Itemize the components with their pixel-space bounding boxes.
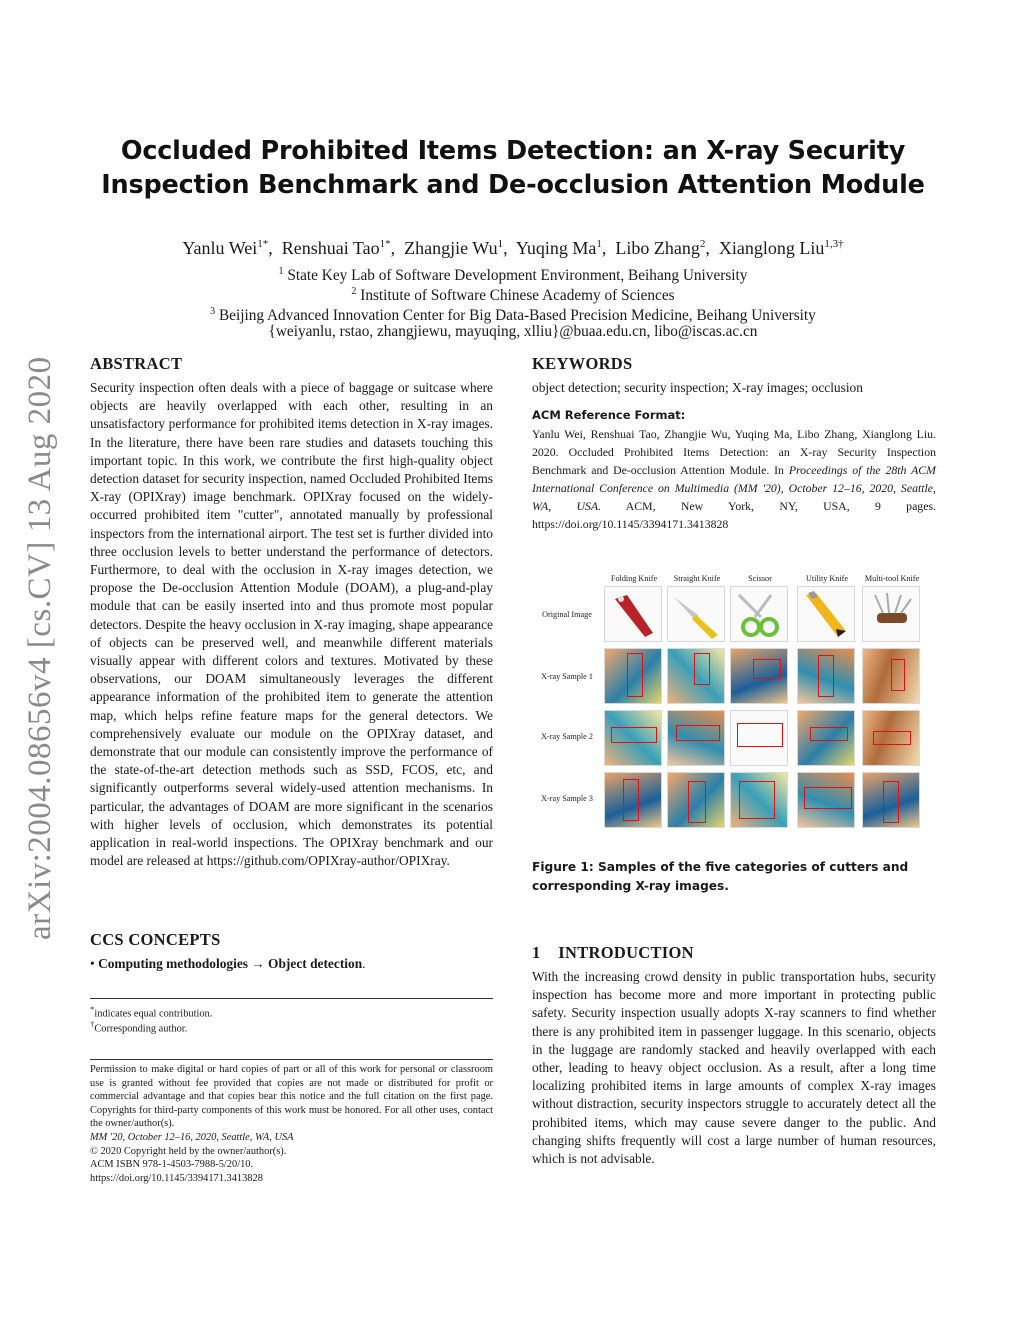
- xray-sample-image: [797, 648, 855, 704]
- figure-column-label: Straight Knife: [673, 574, 721, 583]
- figure-column-label: Folding Knife: [610, 574, 658, 583]
- xray-sample-image: [730, 710, 788, 766]
- figure-row-label: X-ray Sample 1: [541, 672, 593, 681]
- permission-divider: [90, 1059, 493, 1060]
- author: Yanlu Wei$^{1*}$,: [182, 238, 273, 258]
- acm-ref-heading: ACM Reference Format:: [532, 408, 686, 422]
- figure-row-label: X-ray Sample 3: [541, 794, 593, 803]
- xray-sample-image: [862, 710, 920, 766]
- arxiv-identifier: arXiv:2004.08656v4 [cs.CV] 13 Aug 2020: [22, 356, 58, 940]
- xray-sample-image: [862, 648, 920, 704]
- ccs-heading: CCS CONCEPTS: [90, 930, 221, 949]
- keywords-heading: KEYWORDS: [532, 354, 633, 373]
- paper-title: [90, 134, 936, 202]
- acm-ref-text: Yanlu Wei, Renshuai Tao, Zhangjie Wu, Yuqing Ma, Libo Zhang, Xianglong Liu. 2020. Occluded Prohibited Items Detection: an X-ray Security Inspection Benchmark and De-occlusion Attention Module. In Proceedings of the 28th ACM International Conference on Multimedia (MM '20), October 12–16, 2020, Seattle, WA, USA. ACM, New York, NY, USA, 9 pages. https://doi.org/10.1145/3394171.3413828: [532, 427, 937, 531]
- figure-row-label: Original Image: [542, 610, 592, 619]
- xray-sample-image: [730, 772, 788, 828]
- xray-sample-image: [604, 772, 662, 828]
- author: Renshuai Tao$^{1*}$,: [281, 238, 396, 258]
- introduction-text: With the increasing crowd density in public transportation hubs, security inspection has become more and more important in protecting public safety. Security inspection usually adopts X-ray scanners to find whether there is any prohibited item in passenger luggage. In this scenario, objects in the luggage are randomly stacked and heavily overlapped with each other, leading to heavy object occlusion. As a result, after a long time localizing prohibited items in large amounts of complex X-ray images without distraction, security inspectors struggle to accurately detect all the prohibited items, which may cause severe danger to the public. And changing shifts frequently will cost a large number of human resources, which is not advisable.: [532, 969, 936, 1167]
- footnote-divider: [90, 998, 493, 999]
- author: Zhangjie Wu$^1$,: [404, 238, 508, 258]
- author: Xianglong Liu$^{1,3\dagger}$: [718, 238, 844, 258]
- author: Yuqing Ma$^1$,: [515, 238, 607, 258]
- affiliation: $^2$ Institute of Software Chinese Academy of Sciences: [351, 286, 675, 305]
- title-line-2: Inspection Benchmark and De-occlusion Attention Module: [101, 170, 925, 200]
- figure-caption: Figure 1: Samples of the five categories of cutters and corresponding X-ray images.: [532, 860, 909, 893]
- xray-sample-image: [797, 772, 855, 828]
- introduction-heading: 1 INTRODUCTION: [532, 943, 694, 962]
- permission-notice: Permission to make digital or hard copies of part or all of this work for personal or classroom use is granted without fee provided that copies are not made or distributed for profit or commercial advantage and that copies bear this notice and the full citation on the first page. Copyrights for third-party components of this work must be honored. For all other uses, contact the owner/author(s). MM '20, October 12–16, 2020, Seattle, WA, USA © 2020 Copyright held by the owner/author(s). ACM ISBN 978-1-4503-7988-5/20/10. https://doi.org/10.1145/3394171.3413828: [90, 1064, 493, 1184]
- figure-row-label: X-ray Sample 2: [541, 732, 593, 741]
- xray-sample-image: [604, 648, 662, 704]
- xray-sample-image: [797, 710, 855, 766]
- keywords-text: object detection; security inspection; X-ray images; occlusion: [532, 380, 863, 395]
- figure-column-label: Utility Knife: [805, 574, 849, 583]
- multi-tool-knife-image: [862, 586, 920, 642]
- xray-sample-image: [667, 772, 725, 828]
- doi-link[interactable]: https://doi.org/10.1145/3394171.3413828: [90, 1172, 263, 1184]
- footnote: †Corresponding author.: [90, 1019, 188, 1035]
- scissor-image: [730, 586, 788, 642]
- figure-column-label: Multi-tool Knife: [864, 574, 920, 583]
- author-emails: {weiyanlu, rstao, zhangjiewu, mayuqing, xlliu}@buaa.edu.cn, libo@iscas.ac.cn: [268, 323, 758, 340]
- utility-knife-image: [797, 586, 855, 642]
- abstract-text: Security inspection often deals with a piece of baggage or suitcase where objects are heavily overlapped with each other, resulting in an unsatisfactory performance for prohibited items detection in X-ray images. In the literature, there have been rare studies and datasets touching this important topic. In this work, we contribute the first high-quality object detection dataset for security inspection, named Occluded Prohibited Items X-ray (OPIXray) image benchmark. OPIXray focused on the widely-occurred prohibited item "cutter", annotated manually by professional inspectors from the international airport. The test set is further divided into three occlusion levels to better understand the performance of detectors. Furthermore, to deal with the occlusion in X-ray images detection, we propose the De-occlusion Attention Module (DOAM), a plug-and-play module that can be easily inserted into and thus promote most popular detectors. Despite the heavy occlusion in X-ray imaging, shape appearance of objects can be preserved well, and meanwhile different materials visually appear with different colors and textures. Motivated by these observations, our DOAM simultaneously leverages the different appearance information of the prohibited item to generate the attention map, which helps refine feature maps for the general detectors. We comprehensively evaluate our module on the OPIXray dataset, and demonstrate that our module can consistently improve the performance of the state-of-the-art detection methods such as SSD, FCOS, etc, and significantly outperforms several widely-used attention mechanisms. In particular, the advantages of DOAM are more significant in the scenarios with higher levels of occlusion, which demonstrates its potential application in real-world inspections. The OPIXray benchmark and our model are released at https://github.com/OPIXray-author/OPIXray.: [90, 380, 493, 869]
- affiliation: $^1$ State Key Lab of Software Development Environment, Beihang University: [278, 266, 748, 285]
- abstract-heading: ABSTRACT: [90, 354, 183, 373]
- title-line-1: Occluded Prohibited Items Detection: an X-ray Security: [120, 136, 906, 166]
- xray-sample-image: [730, 648, 788, 704]
- xray-sample-image: [862, 772, 920, 828]
- ccs-concepts: • Computing methodologies → Object detection.: [90, 956, 366, 971]
- author: Libo Zhang$^2$,: [615, 238, 710, 258]
- xray-sample-image: [667, 648, 725, 704]
- folding-knife-image: [604, 586, 662, 642]
- author-list: [90, 238, 936, 259]
- xray-sample-image: [604, 710, 662, 766]
- straight-knife-image: [667, 586, 725, 642]
- affiliation: $^3$ Beijing Advanced Innovation Center for Big Data-Based Precision Medicine, Beihang University: [210, 306, 816, 325]
- footnote: *indicates equal contribution.: [90, 1004, 213, 1020]
- figure-column-label: Scissor: [748, 574, 772, 583]
- figure-1: [532, 572, 936, 842]
- xray-sample-image: [667, 710, 725, 766]
